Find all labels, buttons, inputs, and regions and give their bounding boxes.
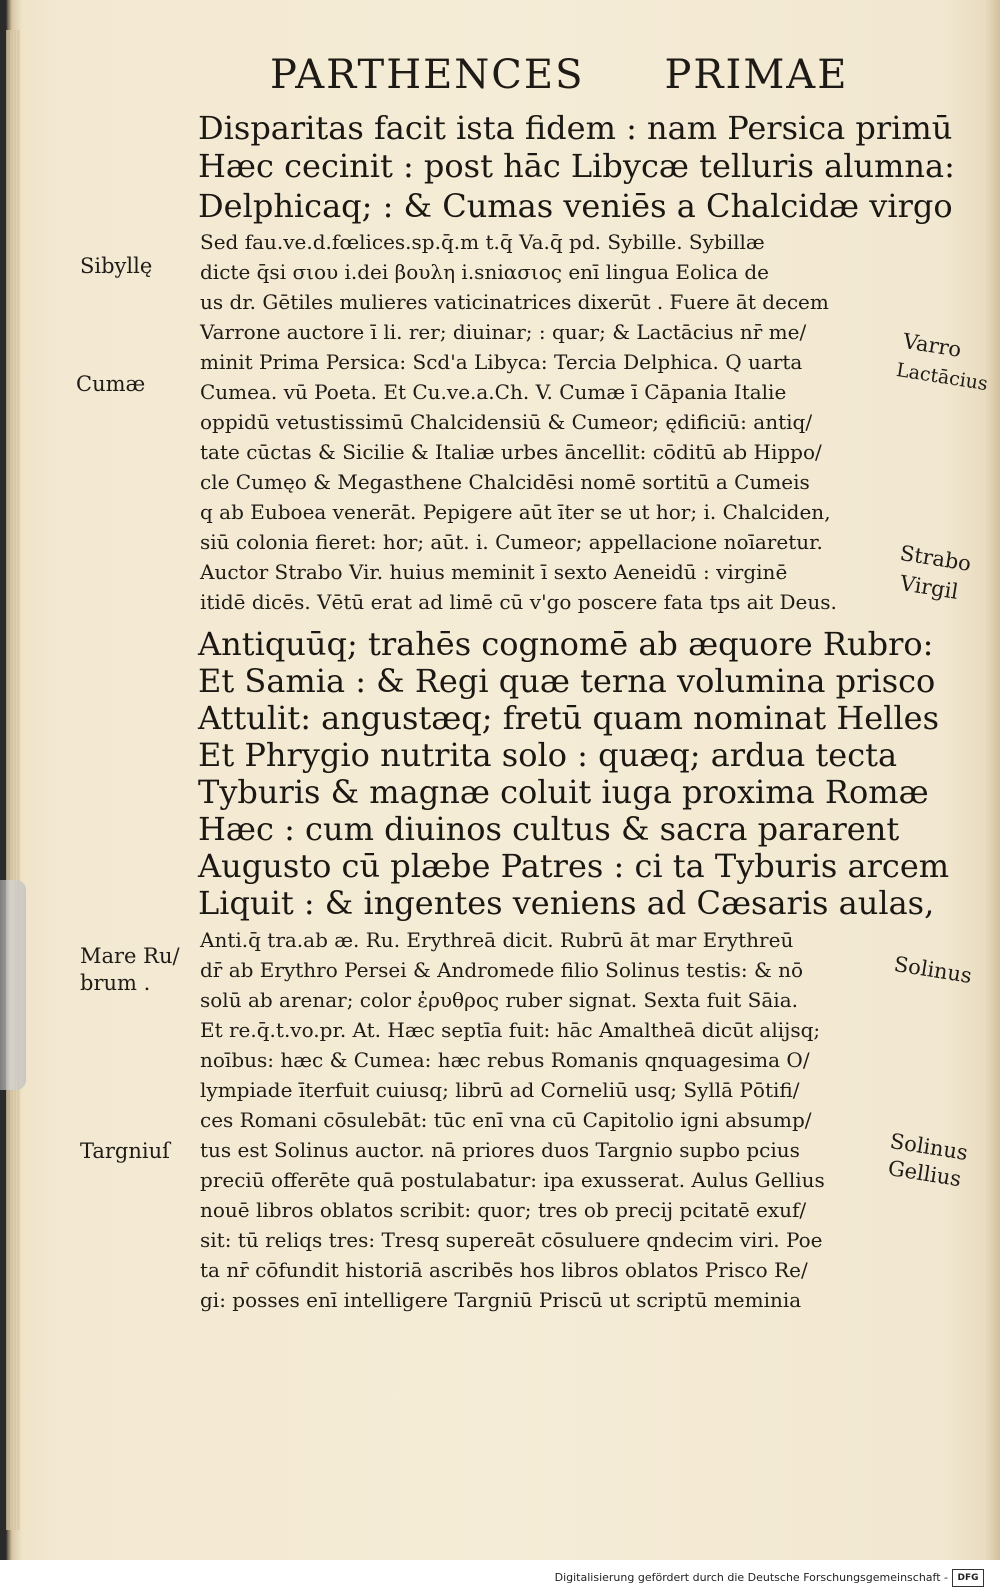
margin-note-right: Varro [901,329,963,362]
commentary-line: Varrone auctore ī li. rer; diuinar; : quar; & Lactācius nr̄ me/ [200,320,807,344]
margin-note-left: Mare Ru/ [80,944,180,968]
commentary-line: Anti.q̄ tra.ab æ. Ru. Erythreā dicit. Rubrū āt mar Erythreū [200,928,794,952]
margin-note-right: Lactācius [894,359,990,396]
commentary-line: lympiade īterfuit cuiusq; librū ad Corneliū usq; Syllā Pōtifi/ [200,1078,800,1102]
margin-note-left: brum . [80,971,151,995]
running-head [270,52,849,98]
verse-line: Antiquūq; trahēs cognomē ab æquore Rubro: [198,625,934,663]
margin-note-right: Solinus [892,952,974,988]
commentary-line: nouē libros oblatos scribit: quor; tres ob precij pcitatē exuf/ [200,1198,807,1222]
running-head-right: PRIMAE [664,52,849,98]
margin-note-left: Sibyllę [80,254,153,278]
commentary-line: minit Prima Persica: Scd'a Libyca: Tercia Delphica. Q uarta [200,350,803,374]
commentary-line: preciū offerēte quā postulabatur: ipa exusserat. Aulus Gellius [200,1168,825,1192]
verse-line: Tyburis & magnæ coluit iuga proxima Romæ [198,773,929,811]
margin-note-left: Cumæ [76,372,146,396]
commentary-line: noībus: hæc & Cumea: hæc rebus Romanis qnquagesima O/ [200,1048,810,1072]
verse-line: Hæc cecinit : post hāc Libycæ telluris alumna: [198,147,955,185]
commentary-line: dr̄ ab Erythro Persei & Andromede filio Solinus testis: & nō [200,958,804,982]
funding-credit: Digitalisierung gefördert durch die Deutsche Forschungsgemeinschaft - [554,1571,948,1584]
commentary-line: oppidū vetustissimū Chalcidensiū & Cumeor; ędificiū: antiq/ [200,410,813,434]
margin-note-left: Targniuſ [80,1139,170,1163]
margin-note-right: Solinus [888,1129,970,1165]
margin-note-right: Gellius [886,1156,963,1192]
commentary-line: siū colonia fieret: hor; aūt. i. Cumeor; appellacione noīaretur. [200,530,823,554]
commentary-line: gi: posses enī intelligere Targniū Priscū ut scriptū meminia [200,1288,802,1312]
verse-line: Augusto cū plæbe Patres : ci ta Tyburis arcem [198,847,950,885]
margin-note-right: Strabo [898,541,973,576]
commentary-line: us dr. Gētiles mulieres vaticinatrices dixerūt . Fuere āt decem [200,290,829,314]
margin-note-right: Virgil [898,571,960,604]
commentary-line: solū ab arenar; color ἐρυθρος ruber signat. Sexta fuit Sāia. [200,988,798,1012]
commentary-line: sit: tū reliqs tres: Tresq supereāt cōsuluere qndecim viri. Poe [200,1228,823,1252]
verse-line: Delphicaq; : & Cumas veniēs a Chalcidæ virgo [198,187,953,225]
commentary-line: dicte q̄si σιου i.dei βουλη i.sniασιος enī lingua Eolica de [200,260,769,284]
verse-line: Disparitas facit ista fidem : nam Persica primū [198,109,953,147]
verse-line: Hæc : cum diuinos cultus & sacra pararent [198,810,900,848]
verse-line: Liquit : & ingentes veniens ad Cæsaris aulas, [198,884,935,922]
commentary-line: tus est Solinus auctor. nā priores duos Targnio supbo pcius [200,1138,800,1162]
verse-line: Et Samia : & Regi quæ terna volumina prisco [198,662,936,700]
commentary-line: Et re.q̄.t.vo.pr. At. Hæc septīa fuit: hāc Amaltheā dicūt alijsq; [200,1018,821,1042]
commentary-line: Auctor Strabo Vir. huius meminit ī sexto Aeneidū : virginē [200,560,788,584]
verse-line: Attulit: angustæq; fretū quam nominat Helles [198,699,939,737]
book-clip [0,880,26,1090]
commentary-line: Sed fau.ve.d.fœlices.sp.q̄.m t.q̄ Va.q̄ pd. Sybille. Sybillæ [200,230,765,254]
commentary-line: ta nr̄ cōfundit historiā ascribēs hos libros oblatos Prisco Re/ [200,1258,808,1282]
commentary-line: ces Romani cōsulebāt: tūc enī vna cū Capitolio igni absump/ [200,1108,812,1132]
commentary-line: q ab Euboea venerāt. Pepigere aūt īter se ut hor; i. Chalciden, [200,500,831,524]
verse-line: Et Phrygio nutrita solo : quæq; ardua tecta [198,736,898,774]
footer-bar [0,1560,1000,1596]
commentary-line: cle Cumęo & Megasthene Chalcidēsi nomē sortitū a Cumeis [200,470,810,494]
dfg-logo: DFG [952,1569,984,1587]
commentary-line: tate cūctas & Sicilie & Italiæ urbes āncellit: cōditū ab Hippo/ [200,440,822,464]
running-head-left: PARTHENCES [270,52,585,98]
page-edge [6,30,20,1530]
commentary-line: Cumea. vū Poeta. Et Cu.ve.a.Ch. V. Cumæ ī Cāpania Italie [200,380,787,404]
commentary-line: itidē dicēs. Vētū erat ad limē cū v'go poscere fata tps ait Deus. [200,590,837,614]
